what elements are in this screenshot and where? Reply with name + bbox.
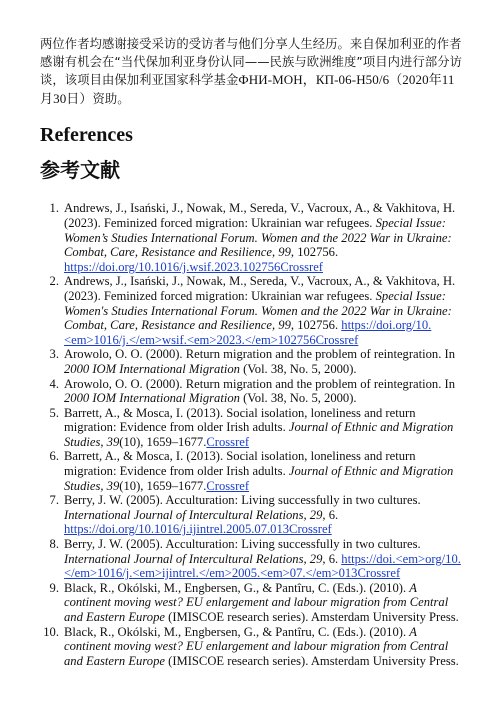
reference-link[interactable]: Crossref bbox=[206, 478, 250, 493]
reference-link[interactable]: https://doi.org/10.1016/j.wsif.2023.102756Crossref bbox=[64, 259, 323, 274]
acknowledgement-text-1: 两位作者均感谢接受采访的受访者与他们分享人生经历。来自保加利亚的作者感谢有机会在“当代保加利亚身份认同——民族与欧洲维度”项目内进行部分访谈，该项目由保加利亚国家科学基金 bbox=[40, 37, 463, 88]
reference-citation: Barrett, A., & Mosca, I. (2013). Social isolation, loneliness and return migration: Evidence from older Irish adults. bbox=[64, 405, 416, 435]
reference-citation: Arowolo, O. O. (2000). Return migration and the problem of reintegration. In bbox=[64, 376, 456, 391]
reference-number: 6. bbox=[49, 449, 59, 464]
references-heading: References bbox=[40, 124, 133, 147]
reference-source-title: 2000 IOM International Migration bbox=[64, 391, 240, 406]
reference-number: 10. bbox=[43, 624, 59, 639]
reference-number: 7. bbox=[49, 493, 59, 508]
reference-details: , 102756. bbox=[290, 245, 339, 260]
reference-citation: Arowolo, O. O. (2000). Return migration and the problem of reintegration. In bbox=[64, 347, 456, 362]
reference-item bbox=[49, 201, 464, 274]
reference-source-title: Special Issue: Women's Studies International Forum. Women and the 2022 War in Ukraine: Combat, Care, Resistance and Resilience, 99 bbox=[64, 288, 452, 333]
reference-citation: Black, R., Okólski, M., Engbersen, G., & Pantîru, C. (Eds.). (2010). bbox=[64, 624, 410, 639]
reference-details: (10), 1659–1677. bbox=[119, 478, 207, 493]
reference-number: 9. bbox=[49, 580, 59, 595]
reference-item bbox=[49, 493, 464, 537]
reference-details: , 6. bbox=[322, 551, 342, 566]
acknowledgement-paragraph bbox=[40, 36, 464, 108]
reference-citation: Andrews, J., Isański, J., Nowak, M., Sereda, V., Vacroux, A., & Vakhitova, H. (2023). Feminized forced migration: Ukrainian war refugees. bbox=[64, 201, 456, 230]
reference-citation: Berry, J. W. (2005). Acculturation: Living successfully in two cultures. bbox=[64, 493, 421, 508]
reference-number: 2. bbox=[49, 274, 59, 289]
reference-source-title: Journal of Ethnic and Migration Studies, 39 bbox=[64, 420, 454, 449]
reference-number: 3. bbox=[49, 347, 59, 362]
reference-details: (IMISCOE research series). Amsterdam University Press. bbox=[164, 610, 459, 624]
reference-item bbox=[49, 449, 464, 493]
reference-details: (Vol. 38, No. 5, 2000). bbox=[239, 361, 357, 376]
reference-details: (10), 1659–1677. bbox=[119, 434, 207, 449]
reference-citation: Barrett, A., & Mosca, I. (2013). Social isolation, loneliness and return migration: Evidence from older Irish adults. bbox=[64, 449, 416, 479]
reference-source-title: A continent moving west? EU enlargement and labour migration from Central and Eastern Europe bbox=[64, 624, 449, 668]
reference-source-title: International Journal of Intercultural Relations, 29 bbox=[64, 507, 323, 522]
reference-citation: Andrews, J., Isański, J., Nowak, M., Sereda, V., Vacroux, A., & Vakhitova, H. (2023). Feminized forced migration: Ukrainian war refugees. bbox=[64, 274, 456, 303]
reference-number: 5. bbox=[49, 405, 59, 420]
reference-source-title: Journal of Ethnic and Migration Studies, 39 bbox=[64, 464, 454, 493]
reference-source-title: International Journal of Intercultural Relations, 29 bbox=[64, 551, 323, 566]
reference-citation: Berry, J. W. (2005). Acculturation: Living successfully in two cultures. bbox=[64, 537, 421, 552]
reference-source-title: 2000 IOM International Migration bbox=[64, 361, 240, 376]
reference-link[interactable]: Crossref bbox=[206, 434, 250, 449]
reference-link[interactable]: https://doi.org/10.<em>1016/j.</em>wsif.<em>2023.</em>102756Crossref bbox=[64, 318, 432, 347]
acknowledgement-text-2: 资助。 bbox=[92, 91, 130, 106]
reference-details: , 6. bbox=[322, 507, 339, 522]
reference-details: (Vol. 38, No. 5, 2000). bbox=[239, 391, 357, 406]
reference-source-title: Special Issue: Women’s Studies International Forum. Women and the 2022 War in Ukraine: Combat, Care, Resistance and Resilience, 99 bbox=[64, 215, 452, 260]
references-heading-chinese: 参考文献 bbox=[40, 158, 120, 183]
reference-item bbox=[49, 580, 464, 625]
reference-list bbox=[40, 201, 464, 668]
reference-source-title: A continent moving west? EU enlargement and labour migration from Central and Eastern Europe bbox=[64, 580, 449, 624]
acknowledgement-grant-number: ФНИ-МОН，КП-06-Н50/6（2020年11月30日） bbox=[40, 72, 455, 106]
reference-details: (IMISCOE research series). Amsterdam University Press. bbox=[164, 653, 459, 668]
reference-item bbox=[49, 405, 464, 450]
reference-details: , 102756. bbox=[290, 318, 342, 333]
reference-link[interactable]: https://doi.<em>org/10.</em>1016/j.<em>ijintrel.</em>2005.<em>07.</em>013Crossref bbox=[64, 551, 461, 581]
reference-number: 1. bbox=[49, 201, 59, 216]
reference-item bbox=[49, 347, 464, 376]
reference-number: 8. bbox=[49, 537, 59, 552]
reference-item bbox=[49, 537, 464, 581]
reference-number: 4. bbox=[49, 376, 59, 391]
reference-item bbox=[49, 376, 464, 406]
reference-link[interactable]: https://doi.org/10.1016/j.ijintrel.2005.07.013Crossref bbox=[64, 522, 332, 537]
reference-item bbox=[43, 624, 464, 669]
reference-item bbox=[49, 274, 464, 347]
reference-citation: Black, R., Okólski, M., Engbersen, G., & Pantîru, C. (Eds.). (2010). bbox=[64, 580, 410, 595]
